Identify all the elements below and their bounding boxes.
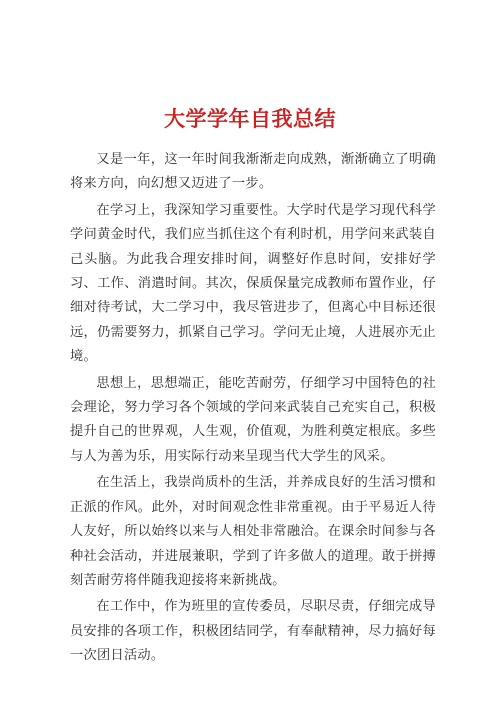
paragraph-study: 在学习上，我深知学习重要性。大学时代是学习现代科学学问黄金时代，我们应当抓住这个有利时机，用学问来武装自己头脑。为此我合理安排时间，调整好作息时间，安排好学习、工作、消遣时间。其次，保质保量完成教师布置作业，仔细对待考试，大二学习中，我尽管进步了，但离心中目标还很远，仍需要努力，抓紧自己学习。学问无止境，人进展亦无止境。 [70, 202, 436, 365]
document-body [70, 148, 436, 671]
paragraph-life: 在生活上，我崇尚质朴的生活，并养成良好的生活习惯和正派的作风。此外，对时间观念性非常重视。由于平易近人待人友好，所以始终以来与人相处非常融洽。在课余时间参与各种社会活动，并进展兼职，学到了许多做人的道理。敢于拼搏刻苦耐劳将伴随我迎接将来新挑战。 [70, 475, 436, 588]
paragraph-work: 在工作中，作为班里的宣传委员，尽职尽责，仔细完成导员安排的各项工作，积极团结同学，有奉献精神，尽力搞好每一次团日活动。 [70, 599, 436, 664]
document-title: 大学学年自我总结 [164, 107, 336, 131]
paragraph-thought: 思想上，思想端正，能吃苦耐劳，仔细学习中国特色的社会理论，努力学习各个领域的学问来武装自己充实自己，积极提升自己的世界观，人生观，价值观，为胜利奠定根底。多些与人为善为乐，用实际行动来呈现当代大学生的风采。 [70, 375, 436, 464]
paragraph-intro: 又是一年，这一年时间我渐渐走向成熟，渐渐确立了明确将来方向，向幻想又迈进了一步。 [70, 152, 436, 192]
